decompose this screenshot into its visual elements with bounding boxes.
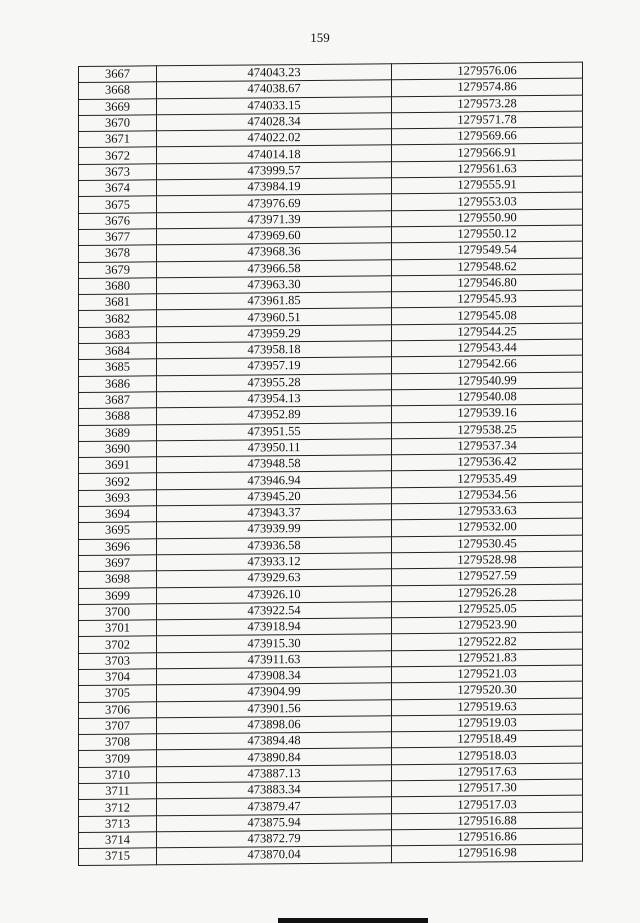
x-coordinate-cell: 474043.23 bbox=[157, 64, 392, 82]
point-number-cell: 3677 bbox=[79, 229, 157, 246]
y-coordinate-cell: 1279516.98 bbox=[392, 844, 583, 862]
point-number-cell: 3699 bbox=[79, 587, 157, 604]
x-coordinate-cell: 473883.34 bbox=[157, 781, 392, 799]
y-coordinate-cell: 1279517.30 bbox=[392, 779, 583, 797]
point-number-cell: 3713 bbox=[79, 815, 157, 832]
y-coordinate-cell: 1279543.44 bbox=[392, 339, 583, 357]
point-number-cell: 3689 bbox=[79, 424, 157, 441]
page-number: 159 bbox=[310, 30, 330, 45]
point-number-cell: 3715 bbox=[79, 848, 157, 865]
x-coordinate-cell: 473963.30 bbox=[157, 276, 392, 294]
y-coordinate-cell: 1279545.93 bbox=[392, 290, 583, 308]
point-number-cell: 3688 bbox=[79, 408, 157, 425]
y-coordinate-cell: 1279574.86 bbox=[392, 78, 583, 96]
point-number-cell: 3701 bbox=[79, 620, 157, 637]
point-number-cell: 3710 bbox=[79, 767, 157, 784]
y-coordinate-cell: 1279520.30 bbox=[392, 681, 583, 699]
point-number-cell: 3692 bbox=[79, 473, 157, 490]
point-number-cell: 3668 bbox=[79, 82, 157, 99]
y-coordinate-cell: 1279566.91 bbox=[392, 144, 583, 162]
x-coordinate-cell: 473939.99 bbox=[157, 520, 392, 538]
point-number-cell: 3679 bbox=[79, 261, 157, 278]
x-coordinate-cell: 473955.28 bbox=[157, 373, 392, 391]
x-coordinate-cell: 473929.63 bbox=[157, 569, 392, 587]
y-coordinate-cell: 1279561.63 bbox=[392, 160, 583, 178]
y-coordinate-cell: 1279530.45 bbox=[392, 535, 583, 553]
y-coordinate-cell: 1279550.12 bbox=[392, 225, 583, 243]
point-number-cell: 3678 bbox=[79, 245, 157, 262]
y-coordinate-cell: 1279517.63 bbox=[392, 763, 583, 781]
y-coordinate-cell: 1279526.28 bbox=[392, 584, 583, 602]
y-coordinate-cell: 1279519.03 bbox=[392, 714, 583, 732]
y-coordinate-cell: 1279553.03 bbox=[392, 192, 583, 210]
x-coordinate-cell: 473971.39 bbox=[157, 210, 392, 228]
point-number-cell: 3706 bbox=[79, 701, 157, 718]
x-coordinate-cell: 473908.34 bbox=[157, 667, 392, 685]
x-coordinate-cell: 473958.18 bbox=[157, 341, 392, 359]
x-coordinate-cell: 473976.69 bbox=[157, 194, 392, 212]
y-coordinate-cell: 1279534.56 bbox=[392, 486, 583, 504]
x-coordinate-cell: 473945.20 bbox=[157, 487, 392, 505]
x-coordinate-cell: 473911.63 bbox=[157, 650, 392, 668]
x-coordinate-cell: 473926.10 bbox=[157, 585, 392, 603]
point-number-cell: 3685 bbox=[79, 359, 157, 376]
x-coordinate-cell: 473952.89 bbox=[157, 406, 392, 424]
scan-edge-mark bbox=[278, 918, 428, 923]
y-coordinate-cell: 1279571.78 bbox=[392, 111, 583, 129]
y-coordinate-cell: 1279538.25 bbox=[392, 421, 583, 439]
point-number-cell: 3702 bbox=[79, 636, 157, 653]
x-coordinate-cell: 473922.54 bbox=[157, 602, 392, 620]
point-number-cell: 3681 bbox=[79, 294, 157, 311]
x-coordinate-cell: 473954.13 bbox=[157, 390, 392, 408]
point-number-cell: 3669 bbox=[79, 98, 157, 115]
y-coordinate-cell: 1279528.98 bbox=[392, 551, 583, 569]
x-coordinate-cell: 473957.19 bbox=[157, 357, 392, 375]
x-coordinate-cell: 473901.56 bbox=[157, 699, 392, 717]
x-coordinate-cell: 473875.94 bbox=[157, 813, 392, 831]
x-coordinate-cell: 473870.04 bbox=[157, 846, 392, 864]
y-coordinate-cell: 1279521.83 bbox=[392, 649, 583, 667]
point-number-cell: 3684 bbox=[79, 343, 157, 360]
y-coordinate-cell: 1279522.82 bbox=[392, 632, 583, 650]
point-number-cell: 3700 bbox=[79, 604, 157, 621]
x-coordinate-cell: 473933.12 bbox=[157, 553, 392, 571]
x-coordinate-cell: 473894.48 bbox=[157, 732, 392, 750]
x-coordinate-cell: 473968.36 bbox=[157, 243, 392, 261]
point-number-cell: 3693 bbox=[79, 490, 157, 507]
y-coordinate-cell: 1279539.16 bbox=[392, 404, 583, 422]
y-coordinate-cell: 1279517.03 bbox=[392, 795, 583, 813]
y-coordinate-cell: 1279549.54 bbox=[392, 241, 583, 259]
x-coordinate-cell: 473948.58 bbox=[157, 455, 392, 473]
table-row bbox=[79, 844, 583, 865]
y-coordinate-cell: 1279523.90 bbox=[392, 616, 583, 634]
x-coordinate-cell: 474022.02 bbox=[157, 129, 392, 147]
point-number-cell: 3698 bbox=[79, 571, 157, 588]
point-number-cell: 3695 bbox=[79, 522, 157, 539]
point-number-cell: 3671 bbox=[79, 131, 157, 148]
x-coordinate-cell: 473872.79 bbox=[157, 830, 392, 848]
x-coordinate-cell: 473951.55 bbox=[157, 422, 392, 440]
y-coordinate-cell: 1279525.05 bbox=[392, 600, 583, 618]
x-coordinate-cell: 473960.51 bbox=[157, 308, 392, 326]
y-coordinate-cell: 1279540.99 bbox=[392, 372, 583, 390]
x-coordinate-cell: 473999.57 bbox=[157, 162, 392, 180]
point-number-cell: 3704 bbox=[79, 669, 157, 686]
y-coordinate-cell: 1279536.42 bbox=[392, 453, 583, 471]
x-coordinate-cell: 473984.19 bbox=[157, 178, 392, 196]
point-number-cell: 3672 bbox=[79, 147, 157, 164]
x-coordinate-cell: 473898.06 bbox=[157, 716, 392, 734]
point-number-cell: 3673 bbox=[79, 164, 157, 181]
coordinate-table-container bbox=[78, 62, 582, 866]
point-number-cell: 3694 bbox=[79, 506, 157, 523]
point-number-cell: 3670 bbox=[79, 115, 157, 132]
x-coordinate-cell: 473887.13 bbox=[157, 765, 392, 783]
y-coordinate-cell: 1279540.08 bbox=[392, 388, 583, 406]
point-number-cell: 3696 bbox=[79, 538, 157, 555]
point-number-cell: 3709 bbox=[79, 750, 157, 767]
point-number-cell: 3697 bbox=[79, 555, 157, 572]
coordinate-table bbox=[78, 62, 583, 866]
y-coordinate-cell: 1279533.63 bbox=[392, 502, 583, 520]
coordinate-table-body bbox=[79, 62, 583, 865]
point-number-cell: 3714 bbox=[79, 832, 157, 849]
point-number-cell: 3674 bbox=[79, 180, 157, 197]
point-number-cell: 3712 bbox=[79, 799, 157, 816]
point-number-cell: 3711 bbox=[79, 783, 157, 800]
x-coordinate-cell: 473936.58 bbox=[157, 536, 392, 554]
y-coordinate-cell: 1279576.06 bbox=[392, 62, 583, 80]
x-coordinate-cell: 473959.29 bbox=[157, 325, 392, 343]
point-number-cell: 3683 bbox=[79, 327, 157, 344]
y-coordinate-cell: 1279555.91 bbox=[392, 176, 583, 194]
x-coordinate-cell: 474038.67 bbox=[157, 80, 392, 98]
point-number-cell: 3705 bbox=[79, 685, 157, 702]
x-coordinate-cell: 473904.99 bbox=[157, 683, 392, 701]
y-coordinate-cell: 1279569.66 bbox=[392, 127, 583, 145]
x-coordinate-cell: 473946.94 bbox=[157, 471, 392, 489]
point-number-cell: 3690 bbox=[79, 441, 157, 458]
x-coordinate-cell: 473943.37 bbox=[157, 504, 392, 522]
point-number-cell: 3686 bbox=[79, 375, 157, 392]
y-coordinate-cell: 1279521.03 bbox=[392, 665, 583, 683]
point-number-cell: 3682 bbox=[79, 310, 157, 327]
x-coordinate-cell: 473966.58 bbox=[157, 259, 392, 277]
point-number-cell: 3691 bbox=[79, 457, 157, 474]
x-coordinate-cell: 473890.84 bbox=[157, 748, 392, 766]
x-coordinate-cell: 473915.30 bbox=[157, 634, 392, 652]
y-coordinate-cell: 1279516.86 bbox=[392, 828, 583, 846]
x-coordinate-cell: 473969.60 bbox=[157, 227, 392, 245]
y-coordinate-cell: 1279573.28 bbox=[392, 95, 583, 113]
y-coordinate-cell: 1279544.25 bbox=[392, 323, 583, 341]
y-coordinate-cell: 1279550.90 bbox=[392, 209, 583, 227]
point-number-cell: 3680 bbox=[79, 278, 157, 295]
x-coordinate-cell: 473950.11 bbox=[157, 439, 392, 457]
point-number-cell: 3676 bbox=[79, 212, 157, 229]
y-coordinate-cell: 1279535.49 bbox=[392, 470, 583, 488]
y-coordinate-cell: 1279532.00 bbox=[392, 518, 583, 536]
x-coordinate-cell: 473879.47 bbox=[157, 797, 392, 815]
point-number-cell: 3708 bbox=[79, 734, 157, 751]
y-coordinate-cell: 1279545.08 bbox=[392, 307, 583, 325]
y-coordinate-cell: 1279518.03 bbox=[392, 747, 583, 765]
x-coordinate-cell: 474014.18 bbox=[157, 145, 392, 163]
y-coordinate-cell: 1279518.49 bbox=[392, 730, 583, 748]
x-coordinate-cell: 473918.94 bbox=[157, 618, 392, 636]
y-coordinate-cell: 1279527.59 bbox=[392, 567, 583, 585]
point-number-cell: 3667 bbox=[79, 66, 157, 83]
y-coordinate-cell: 1279546.80 bbox=[392, 274, 583, 292]
y-coordinate-cell: 1279542.66 bbox=[392, 355, 583, 373]
point-number-cell: 3675 bbox=[79, 196, 157, 213]
y-coordinate-cell: 1279516.88 bbox=[392, 812, 583, 830]
x-coordinate-cell: 474033.15 bbox=[157, 96, 392, 114]
x-coordinate-cell: 473961.85 bbox=[157, 292, 392, 310]
point-number-cell: 3703 bbox=[79, 653, 157, 670]
y-coordinate-cell: 1279537.34 bbox=[392, 437, 583, 455]
point-number-cell: 3687 bbox=[79, 392, 157, 409]
x-coordinate-cell: 474028.34 bbox=[157, 113, 392, 131]
y-coordinate-cell: 1279548.62 bbox=[392, 258, 583, 276]
y-coordinate-cell: 1279519.63 bbox=[392, 698, 583, 716]
point-number-cell: 3707 bbox=[79, 718, 157, 735]
